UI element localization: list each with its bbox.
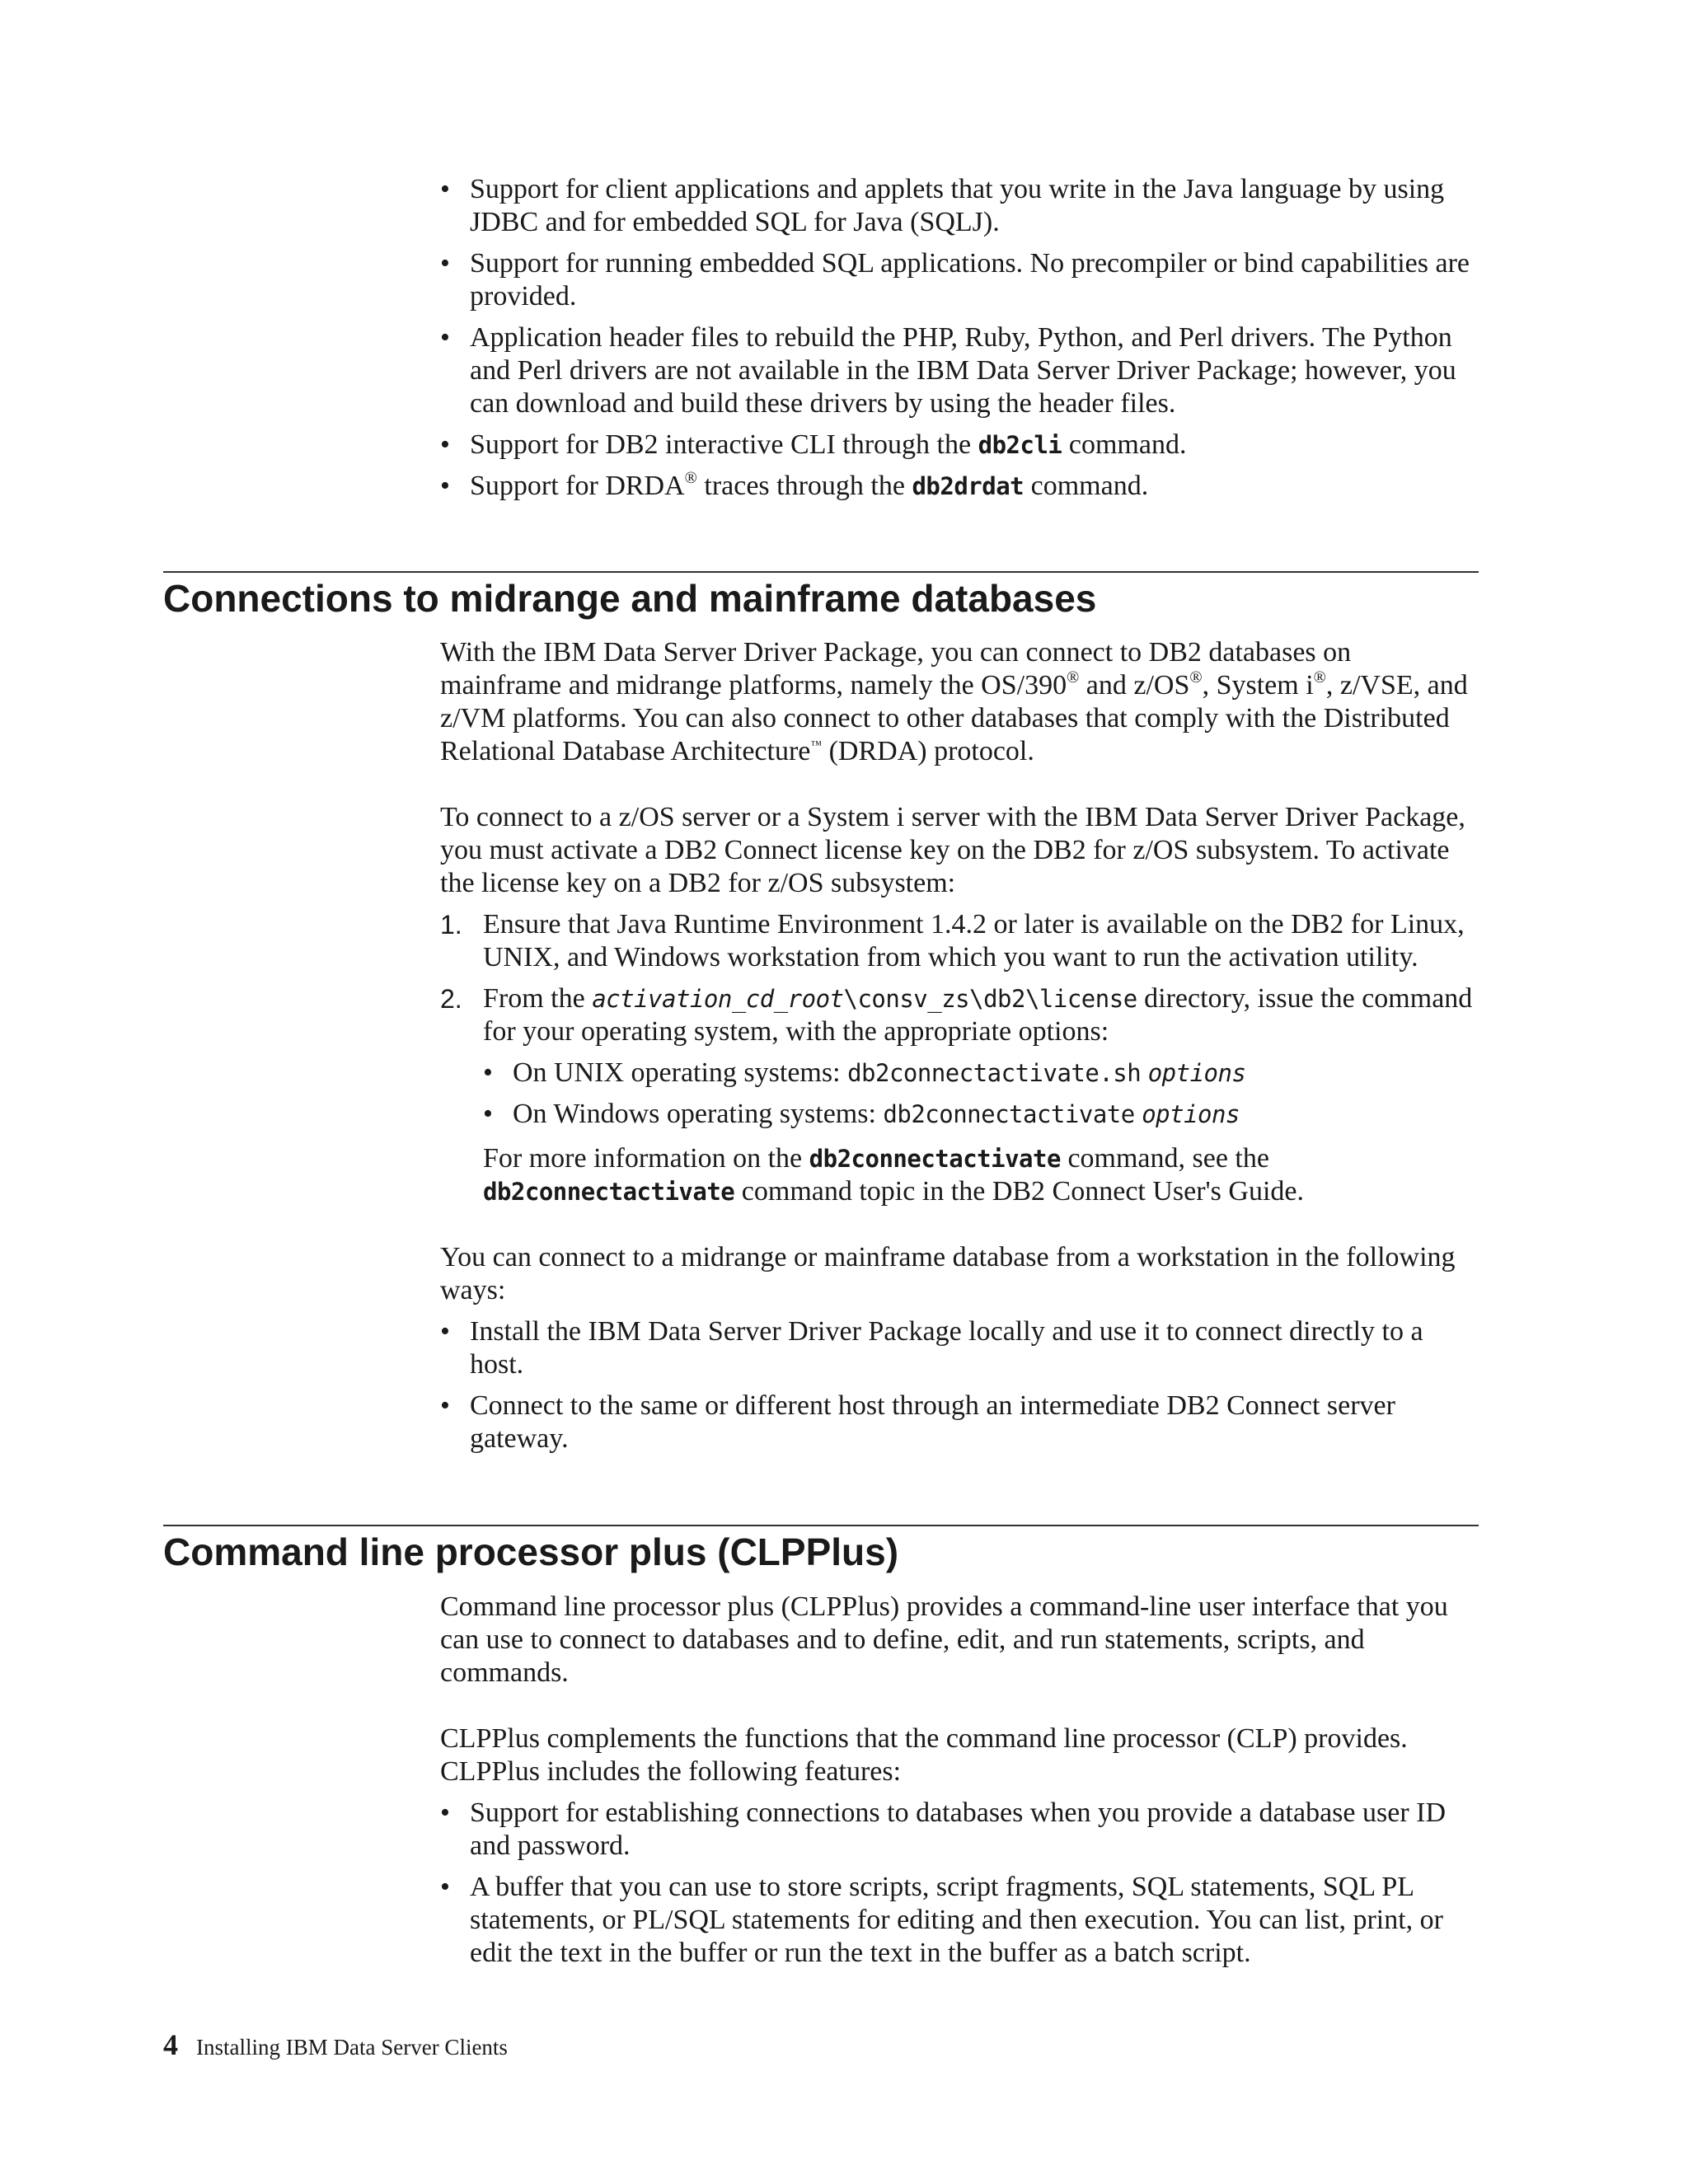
path-variable: activation_cd_root xyxy=(592,985,844,1013)
clpplus-section xyxy=(440,1591,1479,1978)
step-item: 2. From the activation_cd_root\consv_zs\db2\license directory, issue the command for your operating system, with the appropriate options: • On UNIX operating systems: db2connectactivate.sh options • On Windows operating systems: db2connectactivate options For more information on the db2connectactivate command, see the db2connectactivate command topic in the DB2 Connect User's Guide. xyxy=(440,982,1479,1208)
windows-command: db2connectactivate xyxy=(883,1100,1135,1128)
os-command-list xyxy=(483,1057,1479,1131)
connection-ways-list xyxy=(440,1315,1479,1455)
paragraph: To connect to a z/OS server or a System i server with the IBM Data Server Driver Package, you must activate a DB2 Connect license key on the DB2 for z/OS subsystem. To activate the license key on a DB2 for z/OS subsystem: xyxy=(440,802,1465,898)
registered-mark: ® xyxy=(1067,668,1080,687)
db2cli-command: db2cli xyxy=(978,431,1062,459)
activation-steps xyxy=(440,908,1479,1208)
list-item: • On Windows operating systems: db2connectactivate options xyxy=(483,1098,1479,1131)
list-item: • Support for running embedded SQL applications. No precompiler or bind capabilities are provided. xyxy=(440,247,1479,313)
clpplus-features-list xyxy=(440,1797,1479,1970)
page-footer xyxy=(163,2027,508,2062)
list-item: • Support for client applications and applets that you write in the Java language by using JDBC and for embedded SQL for Java (SQLJ). xyxy=(440,173,1479,239)
connections-section xyxy=(440,636,1479,1464)
path-rest: \consv_zs\db2\license xyxy=(843,985,1137,1013)
registered-mark: ® xyxy=(1313,668,1326,687)
list-item: • Support for establishing connections to databases when you provide a database user ID and password. xyxy=(440,1797,1479,1863)
list-item: • On UNIX operating systems: db2connectactivate.sh options xyxy=(483,1057,1479,1090)
registered-mark: ® xyxy=(684,468,697,487)
list-item: • A buffer that you can use to store scripts, script fragments, SQL statements, SQL PL statements, or PL/SQL statements for editing and then execution. You can list, print, or edit the text in the buffer or run the text in the buffer as a batch script. xyxy=(440,1871,1479,1970)
db2drdat-command: db2drdat xyxy=(912,472,1025,500)
section-heading-connections: Connections to midrange and mainframe databases xyxy=(163,577,1097,620)
paragraph: With the IBM Data Server Driver Package, you can connect to DB2 databases on mainframe and midrange platforms, namely the OS/390® and z/OS®, System i®, z/VSE, and z/VM platforms. You can also connect to other databases that comply with the Distributed Relational Database Architecture™ (DRDA) protocol. xyxy=(440,637,1468,766)
section-heading-clpplus: Command line processor plus (CLPPlus) xyxy=(163,1530,899,1573)
list-item: • Application header files to rebuild the PHP, Ruby, Python, and Perl drivers. The Python and Perl drivers are not available in the IBM Data Server Driver Package; however, you can download and build these drivers by using the header files. xyxy=(440,321,1479,420)
paragraph: You can connect to a midrange or mainframe database from a workstation in the following ways: xyxy=(440,1242,1456,1305)
page-number: 4 xyxy=(163,2028,178,2061)
trademark-mark: ™ xyxy=(810,738,823,752)
book-title: Installing IBM Data Server Clients xyxy=(196,2035,508,2060)
section-divider xyxy=(163,571,1479,573)
more-info-note: For more information on the db2connectactivate command, see the db2connectactivate command topic in the DB2 Connect User's Guide. xyxy=(483,1143,1305,1207)
section-divider xyxy=(163,1525,1479,1526)
list-item: • Support for DB2 interactive CLI through the db2cli command. xyxy=(440,429,1479,462)
list-item: • Support for DRDA® traces through the db2drdat command. xyxy=(440,470,1479,503)
registered-mark: ® xyxy=(1189,668,1203,687)
paragraph: Command line processor plus (CLPPlus) provides a command-line user interface that you can use to connect to databases and to define, edit, and run statements, scripts, and commands. xyxy=(440,1591,1448,1688)
step-item: 1. Ensure that Java Runtime Environment 1.4.2 or later is available on the DB2 for Linux, UNIX, and Windows workstation from which you want to run the activation utility. xyxy=(440,909,1465,972)
list-item: • Install the IBM Data Server Driver Package locally and use it to connect directly to a host. xyxy=(440,1315,1479,1381)
unix-command: db2connectactivate.sh xyxy=(847,1059,1142,1087)
intro-section xyxy=(440,173,1479,511)
list-item: • Connect to the same or different host through an intermediate DB2 Connect server gateway. xyxy=(440,1390,1479,1455)
intro-bullet-list xyxy=(440,173,1479,503)
paragraph: CLPPlus complements the functions that the command line processor (CLP) provides. CLPPlus includes the following features: xyxy=(440,1723,1408,1787)
